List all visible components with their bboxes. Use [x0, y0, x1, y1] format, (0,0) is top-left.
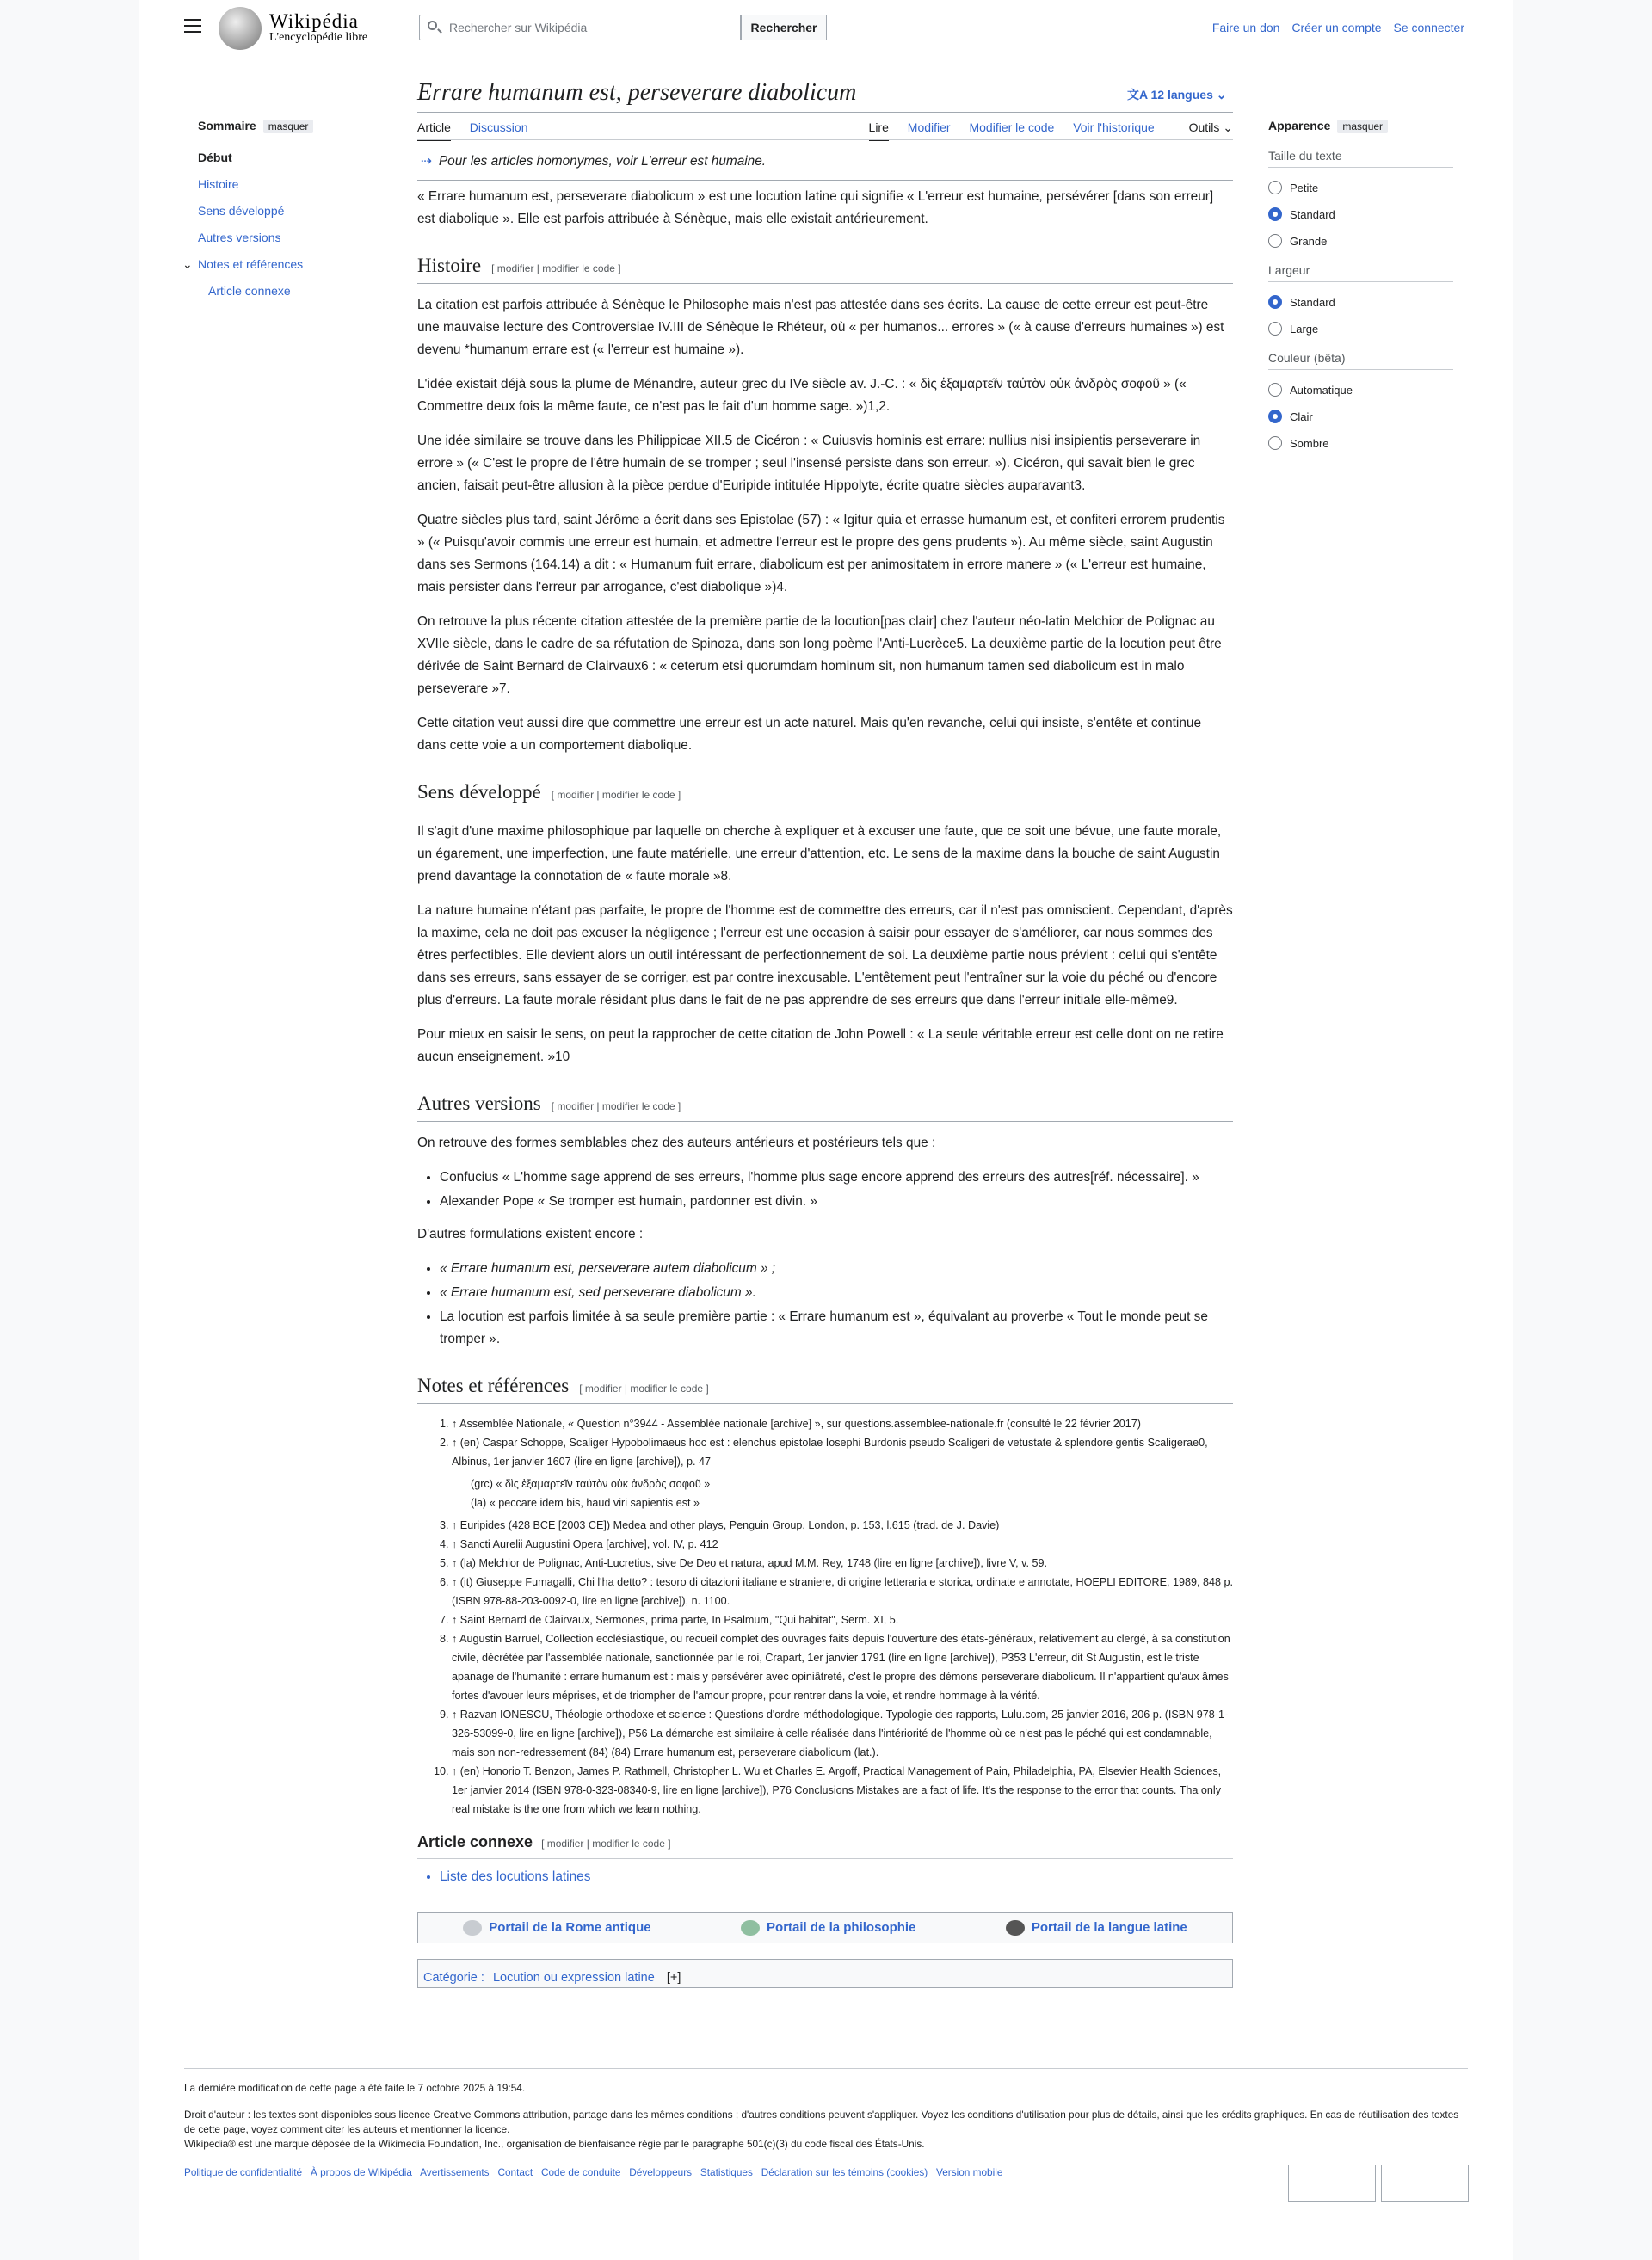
radio-dot[interactable]: [1268, 322, 1282, 336]
footer-link[interactable]: Avertissements: [420, 2166, 490, 2178]
list-item: • « Errare humanum est, sed perseverare diabolicum ».: [440, 1282, 1233, 1304]
radio-dot[interactable]: [1268, 383, 1282, 397]
paragraph: L'idée existait déjà sous la plume de Ménandre, auteur grec du IVe siècle av. J.-C. : « δὶς ἐξαμαρτεῖν ταὐτὸν οὐκ ἀνδρὸς σοφοῦ » (« Commettre deux fois la même faute, ce n'est pas le fait d'un homme sage. »)1,2.: [417, 377, 1187, 414]
footer: [184, 2068, 1468, 2180]
portal-philosophy-icon: [741, 1920, 760, 1936]
list-item: • La locution est parfois limitée à sa seule première partie : « Errare humanum est », équivalant au proverbe « Tout le monde peut se tromper ».: [440, 1306, 1233, 1351]
section-title: Notes et références: [417, 1375, 570, 1396]
size-large-radio[interactable]: [1268, 234, 1453, 248]
toc-item-notes-label: Notes et références: [198, 257, 304, 271]
paragraph: Quatre siècles plus tard, saint Jérôme a écrit dans ses Epistolae (57) : « Igitur quia et errasse humanum est, et confiteri errorem prudentis » (« Puisqu'avoir commis une erreur est humain, et admettre l'erreur est le propre des gens prudents »). Au même siècle, saint Augustin dans ses Sermons (164.14) a dit : « Humanum fuit errare, diabolicum est per animositatem in errore manere » (« L'erreur est humaine, mais persister dans l'erreur par arrogance, c'est diabolique »)4.: [417, 513, 1225, 594]
portal-rome-icon: [463, 1920, 482, 1936]
reference-sub-line: (grc) « δὶς ἐξαμαρτεῖν ταὐτὸν οὐκ ἀνδρὸς σοφοῦ »: [471, 1478, 711, 1490]
portal-latin-icon: [1006, 1920, 1025, 1936]
radio-dot[interactable]: [1268, 436, 1282, 450]
trademark-text: Wikipedia® est une marque déposée de la Wikimedia Foundation, Inc., organisation de bienfaisance régie par le paragraphe 501(c)(3) du code fiscal des États-Unis.: [184, 2138, 925, 2150]
appearance-panel: [1268, 119, 1453, 450]
footer-badges: [1283, 2165, 1469, 2207]
category-label[interactable]: Catégorie :: [423, 1971, 484, 1985]
reference-item: 9. ↑ Razvan IONESCU, Théologie orthodoxe et science : Questions d'ordre méthodologique. Typologie des rapports, Lulu.com, 25 janvier 2016, 206 p. (ISBN 978-1-326-53099-0, lire en ligne [archive]), P56 La démarche est similaire à celle réalisée dans l'intériorité de l'homme où ce n'est pas le péché qui est condamnable, mais son non-redressement (84) (84) Errare humanum est, perseverare diabolicum (lat.).: [452, 1705, 1233, 1762]
portal-rome-link[interactable]: [463, 1917, 650, 1939]
section-title: Histoire: [417, 255, 482, 276]
disambiguation-icon: ⇢: [421, 154, 432, 169]
language-button[interactable]: [1127, 86, 1226, 103]
create-account-link[interactable]: Créer un compte: [1291, 21, 1382, 34]
footer-link[interactable]: Version mobile: [936, 2166, 1003, 2178]
donate-link[interactable]: Faire un don: [1211, 21, 1280, 34]
article-content: [417, 151, 1233, 1988]
wikimedia-badge[interactable]: [1288, 2165, 1376, 2202]
formulations-list: [417, 1258, 1233, 1351]
toc-item-autres[interactable]: Autres versions: [198, 231, 281, 244]
section-heading-histoire: [417, 255, 1233, 284]
footer-link[interactable]: Statistiques: [700, 2166, 753, 2178]
chevron-down-icon[interactable]: ⌄: [182, 257, 193, 271]
footer-links: [184, 2165, 1468, 2180]
footer-link[interactable]: Code de conduite: [540, 2166, 621, 2178]
category-link[interactable]: Locution ou expression latine: [492, 1971, 655, 1985]
reference-item: 7. ↑ Saint Bernard de Clairvaux, Sermones, prima parte, In Psalmum, "Qui habitat", Serm. XI, 5.: [452, 1610, 1233, 1629]
paragraph: D'autres formulations existent encore :: [417, 1227, 644, 1241]
width-heading: Largeur: [1268, 263, 1453, 282]
color-dark-radio[interactable]: [1268, 436, 1453, 450]
reference-item: 6. ↑ (it) Giuseppe Fumagalli, Chi l'ha detto? : tesoro di citazioni italiane e straniere, di origine letteraria e storica, ordinate e annotate, HOEPLI EDITORE, 1989, 848 p. (ISBN 978-88-203-0092-0, lire en ligne [archive]), n. 1100.: [452, 1573, 1233, 1610]
portal-bar: [417, 1912, 1233, 1943]
portal-label: Portail de la Rome antique: [489, 1920, 651, 1935]
radio-dot[interactable]: [1268, 181, 1282, 194]
footer-link[interactable]: Développeurs: [629, 2166, 693, 2178]
radio-dot[interactable]: [1268, 207, 1282, 221]
footer-link[interactable]: Contact: [497, 2166, 533, 2178]
size-standard-radio[interactable]: [1268, 207, 1453, 221]
search-icon: [428, 21, 437, 30]
tab-article[interactable]: Article: [417, 120, 451, 141]
intro-paragraph: « Errare humanum est, perseverare diabolicum » est une locution latine qui signifie « L'erreur est humaine, persévérer [dans son erreur] est diabolique ». Elle est parfois attribuée à Sénèque, mais elle existait antérieurement.: [417, 189, 1214, 226]
mediawiki-badge[interactable]: [1381, 2165, 1469, 2202]
list-item: • Confucius « L'homme sage apprend de ses erreurs, l'homme plus sage encore apprend des erreurs des autres[réf. nécessaire]. »: [440, 1167, 1233, 1189]
portal-latin-link[interactable]: [1006, 1917, 1187, 1939]
text-size-heading: Taille du texte: [1268, 149, 1453, 168]
tab-edit-source[interactable]: Modifier le code: [969, 120, 1055, 134]
category-box: [417, 1959, 1233, 1988]
versions-list: [417, 1167, 1233, 1213]
reference-text: ↑ (en) Caspar Schoppe, Scaliger Hypobolimaeus hoc est : elenchus epistolae Iosephi Burdonis pseudo Scaligeri de vetustate & splendore gentis Scaligerae0, Albinus, 1er janvier 1607 (lire en ligne [archive]), p. 47: [452, 1437, 1208, 1468]
toc-hide-button[interactable]: masquer: [263, 120, 314, 133]
last-modified: La dernière modification de cette page a été faite le 7 octobre 2025 à 19:54.: [184, 2082, 526, 2094]
footer-divider: [184, 2068, 1468, 2069]
portal-label: Portail de la langue latine: [1031, 1920, 1187, 1935]
tools-menu[interactable]: Outils ⌄: [1188, 120, 1233, 134]
section-title: Article connexe: [417, 1833, 533, 1850]
reference-list: [417, 1414, 1233, 1819]
portal-label: Portail de la philosophie: [767, 1920, 916, 1935]
radio-label: Clair: [1290, 410, 1313, 423]
reference-item: 1. ↑ Assemblée Nationale, « Question n°3944 - Assemblée nationale [archive] », sur questions.assemblee-nationale.fr (consulté le 22 février 2017): [452, 1414, 1233, 1433]
paragraph: Pour mieux en saisir le sens, on peut la rapprocher de cette citation de John Powell : « La seule véritable erreur est celle dont on ne retire aucun enseignement. »10: [417, 1027, 1224, 1064]
reference-item: 8. ↑ Augustin Barruel, Collection ecclésiastique, ou recueil complet des ouvrages faits depuis l'ouverture des états-généraux, relativement au clergé, à sa constitution civile, décrétée par l'assemblée nationale, sanctionnée par le roi, Crapart, 1er janvier 1791 (lire en ligne [archive]), P353 L'erreur, dit St Augustin, est le triste apanage de l'humanité : errare humanum est : mais y persévérer avec opiniâtreté, c'est le propre des démons perseverare diabolicum. Il n'appartient qu'aux âmes fortes d'avouer leurs méprises, et de triompher de l'amour propre, pour rentrer dans la voie, et rendre hommage à la vérité.: [452, 1629, 1233, 1705]
tab-read[interactable]: Lire: [869, 120, 889, 141]
radio-dot[interactable]: [1268, 234, 1282, 248]
title-divider: [417, 112, 1233, 113]
section-edit-links[interactable]: [ modifier | modifier le code ]: [551, 789, 681, 801]
related-link[interactable]: • Liste des locutions latines: [440, 1866, 1233, 1888]
appearance-hide-button[interactable]: masquer: [1337, 120, 1388, 133]
toc-item-debut[interactable]: Début: [198, 151, 232, 164]
paragraph: On retrouve la plus récente citation attestée de la première partie de la locution[pas clair] chez l'auteur néo-latin Melchior de Polignac au XVIIe siècle, dans le cadre de sa réfutation de Spinoza, dans son long poème l'Anti-Lucrèce5. La deuxième partie de la locution peut être dérivée de Saint Bernard de Clairvaux6 : « ceterum etsi quorumdam hominum sit, non humanum tamen sed diabolicum est in malo perseverare »7.: [417, 614, 1222, 696]
tab-discussion[interactable]: Discussion: [469, 120, 528, 134]
wikipedia-logo[interactable]: [219, 7, 262, 50]
tools-label: Outils: [1188, 120, 1220, 134]
toc-item-connexe[interactable]: Article connexe: [208, 284, 291, 298]
portal-philosophy-link[interactable]: [741, 1917, 915, 1939]
table-of-contents: [182, 119, 387, 298]
tab-history[interactable]: Voir l'historique: [1073, 120, 1155, 134]
tagline: L'encyclopédie libre: [269, 31, 368, 44]
reference-item: 10. ↑ (en) Honorio T. Benzon, James P. Rathmell, Christopher L. Wu et Charles E. Argoff, Practical Management of Pain, Philadelphia, PA, Elsevier Health Sciences, 1er janvier 2014 (ISBN 978-0-323-08340-9, lire en ligne [archive]), P76 Conclusions Mistakes are a fact of life. It's the response to the error that counts. Tha only real mistake is the one from which we learn nothing.: [452, 1762, 1233, 1819]
tabs-divider: [417, 139, 1233, 140]
section-edit-links[interactable]: [ modifier | modifier le code ]: [579, 1382, 709, 1395]
radio-label: Grande: [1290, 234, 1328, 248]
section-edit-links[interactable]: [ modifier | modifier le code ]: [551, 1100, 681, 1112]
color-light-radio[interactable]: [1268, 410, 1453, 423]
list-item: • « Errare humanum est, perseverare autem diabolicum » ;: [440, 1258, 1233, 1280]
toc-header: [198, 119, 387, 133]
radio-label: Petite: [1290, 181, 1319, 194]
width-large-radio[interactable]: [1268, 322, 1453, 336]
radio-label: Automatique: [1290, 383, 1353, 397]
namespace-tabs: [417, 120, 544, 134]
category-toggle[interactable]: [+]: [666, 1971, 681, 1985]
section-title: Sens développé: [417, 781, 541, 803]
size-small-radio[interactable]: [1268, 181, 1453, 194]
section-title: Autres versions: [417, 1093, 541, 1114]
search-button[interactable]: Rechercher: [741, 15, 827, 40]
reference-item: 5. ↑ (la) Melchior de Polignac, Anti-Lucretius, sive De Deo et natura, apud M.M. Rey, 1748 (lire en ligne [archive]), livre V, v. 59.: [452, 1554, 1233, 1573]
page-title: Errare humanum est, perseverare diabolicum: [417, 79, 857, 106]
toc-title: Sommaire: [198, 119, 256, 132]
hatnote-divider: [417, 180, 1233, 181]
radio-label: Sombre: [1290, 436, 1329, 450]
color-auto-radio[interactable]: [1268, 383, 1453, 397]
menu-icon[interactable]: [184, 19, 201, 33]
reference-item: 4. ↑ Sancti Aurelii Augustini Opera [archive], vol. IV, p. 412: [452, 1535, 1233, 1554]
section-heading-autres: [417, 1093, 1233, 1122]
tab-edit[interactable]: Modifier: [907, 120, 951, 134]
reference-sub: [452, 1475, 1233, 1512]
paragraph: La nature humaine n'étant pas parfaite, le propre de l'homme est de commettre des erreurs, car il n'est pas omniscient. Cependant, d'après la maxime, cela ne doit pas excuser la négligence ; l'erreur est une occasion à saisir pour essayer de s'améliorer, car nous sommes des êtres perfectibles. Elle devient alors un outil intéressant de perfectionnement de soi. La deuxième partie nous prévient : celui qui s'entête dans ses erreurs, sans essayer de se corriger, est par contre inexcusable. L'entêtement peut l'entraîner sur la voie du péché ou d'encore plus d'erreurs. La faute morale résidant plus dans le fait de ne pas apprendre de ses erreurs que dans l'erreur initiale elle-même9.: [417, 903, 1233, 1007]
footer-link[interactable]: Politique de confidentialité: [184, 2166, 303, 2178]
footer-link[interactable]: Déclaration sur les témoins (cookies): [761, 2166, 928, 2178]
reference-item: [452, 1433, 1233, 1512]
search-input[interactable]: Rechercher sur Wikipédia: [419, 15, 741, 40]
appearance-header: [1268, 119, 1453, 133]
section-heading-sens: [417, 781, 1233, 810]
paragraph: Il s'agit d'une maxime philosophique par laquelle on cherche à expliquer et à excuser une faute, que ce soit une bévue, une faute morale, un égarement, une imperfection, une faute matérielle, une erreur d'attention, etc. Le sens de la maxime dans la bouche de saint Augustin prend davantage la connotation de « faute morale »8.: [417, 824, 1222, 884]
view-tabs: [854, 120, 1233, 135]
radio-dot[interactable]: [1268, 295, 1282, 309]
toc-item-sens[interactable]: Sens développé: [198, 204, 285, 218]
paragraph: La citation est parfois attribuée à Sénèque le Philosophe mais n'est pas attestée dans ses écrits. La cause de cette erreur est peut-être une mauvaise lecture des Controversiae IV.III de Sénèque le Rhéteur, où « per humanos... errores » (« à cause d'erreurs humaines ») est devenu *humanum errare est (« l'erreur est humaine »).: [417, 298, 1224, 357]
license-text: Droit d'auteur : les textes sont disponibles sous licence Creative Commons attribution, partage dans les mêmes conditions ; d'autres conditions peuvent s'appliquer. Voyez les conditions d'utilisation pour plus de détails, ainsi que les crédits graphiques. En cas de réutilisation des textes de cette page, voyez comment citer les auteurs et mentionner la licence.: [184, 2109, 1459, 2135]
width-standard-radio[interactable]: [1268, 295, 1453, 309]
paragraph: Cette citation veut aussi dire que commettre une erreur est un acte naturel. Mais qu'en revanche, celui qui insiste, s'entête et continue dans cette voie a un comportement diabolique.: [417, 716, 1202, 753]
reference-sub-line: (la) « peccare idem bis, haud viri sapientis est »: [471, 1497, 700, 1509]
reference-item: 3. ↑ Euripides (428 BCE [2003 CE]) Medea and other plays, Penguin Group, London, p. 153, l.615 (trad. de J. Davie): [452, 1516, 1233, 1535]
radio-label: Standard: [1290, 295, 1335, 309]
list-item: • Alexander Pope « Se tromper est humain, pardonner est divin. »: [440, 1191, 1233, 1213]
paragraph: Une idée similaire se trouve dans les Philippicae XII.5 de Cicéron : « Cuiusvis hominis est errare: nullius nisi insipientis perseverare in errore » (« C'est le propre de l'être humain de se tromper ; seul l'insensé persiste dans son erreur. »). Cicéron, qui savait bien le grec ancien, faisait peut-être allusion à la pièce perdue d'Euripide intitulée Hippolyte, écrite quatre siècles auparavant3.: [417, 434, 1201, 493]
login-link[interactable]: Se connecter: [1393, 21, 1464, 34]
radio-label: Standard: [1290, 207, 1335, 221]
hatnote: [417, 151, 1233, 173]
user-links: [1204, 21, 1464, 34]
section-heading-notes: [417, 1375, 1233, 1404]
section-edit-links[interactable]: [ modifier | modifier le code ]: [541, 1838, 671, 1850]
footer-link[interactable]: À propos de Wikipédia: [310, 2166, 412, 2178]
language-count: 12 langues: [1150, 88, 1213, 102]
chevron-down-icon: ⌄: [1212, 88, 1227, 102]
translate-icon: 文A: [1127, 88, 1151, 102]
toc-item-notes[interactable]: [182, 257, 387, 271]
related-list: [417, 1866, 1233, 1888]
paragraph: On retrouve des formes semblables chez des auteurs antérieurs et postérieurs tels que :: [417, 1136, 936, 1150]
color-heading: Couleur (bêta): [1268, 351, 1453, 370]
section-edit-links[interactable]: [ modifier | modifier le code ]: [491, 262, 621, 274]
wordmark[interactable]: Wikipédia: [269, 10, 359, 32]
appearance-title: Apparence: [1268, 119, 1331, 132]
radio-label: Large: [1290, 322, 1319, 336]
hatnote-text: Pour les articles homonymes, voir L'erreur est humaine.: [438, 154, 767, 169]
toc-item-histoire[interactable]: Histoire: [198, 177, 239, 191]
section-heading-connexe: [417, 1831, 1233, 1859]
radio-dot[interactable]: [1268, 410, 1282, 423]
